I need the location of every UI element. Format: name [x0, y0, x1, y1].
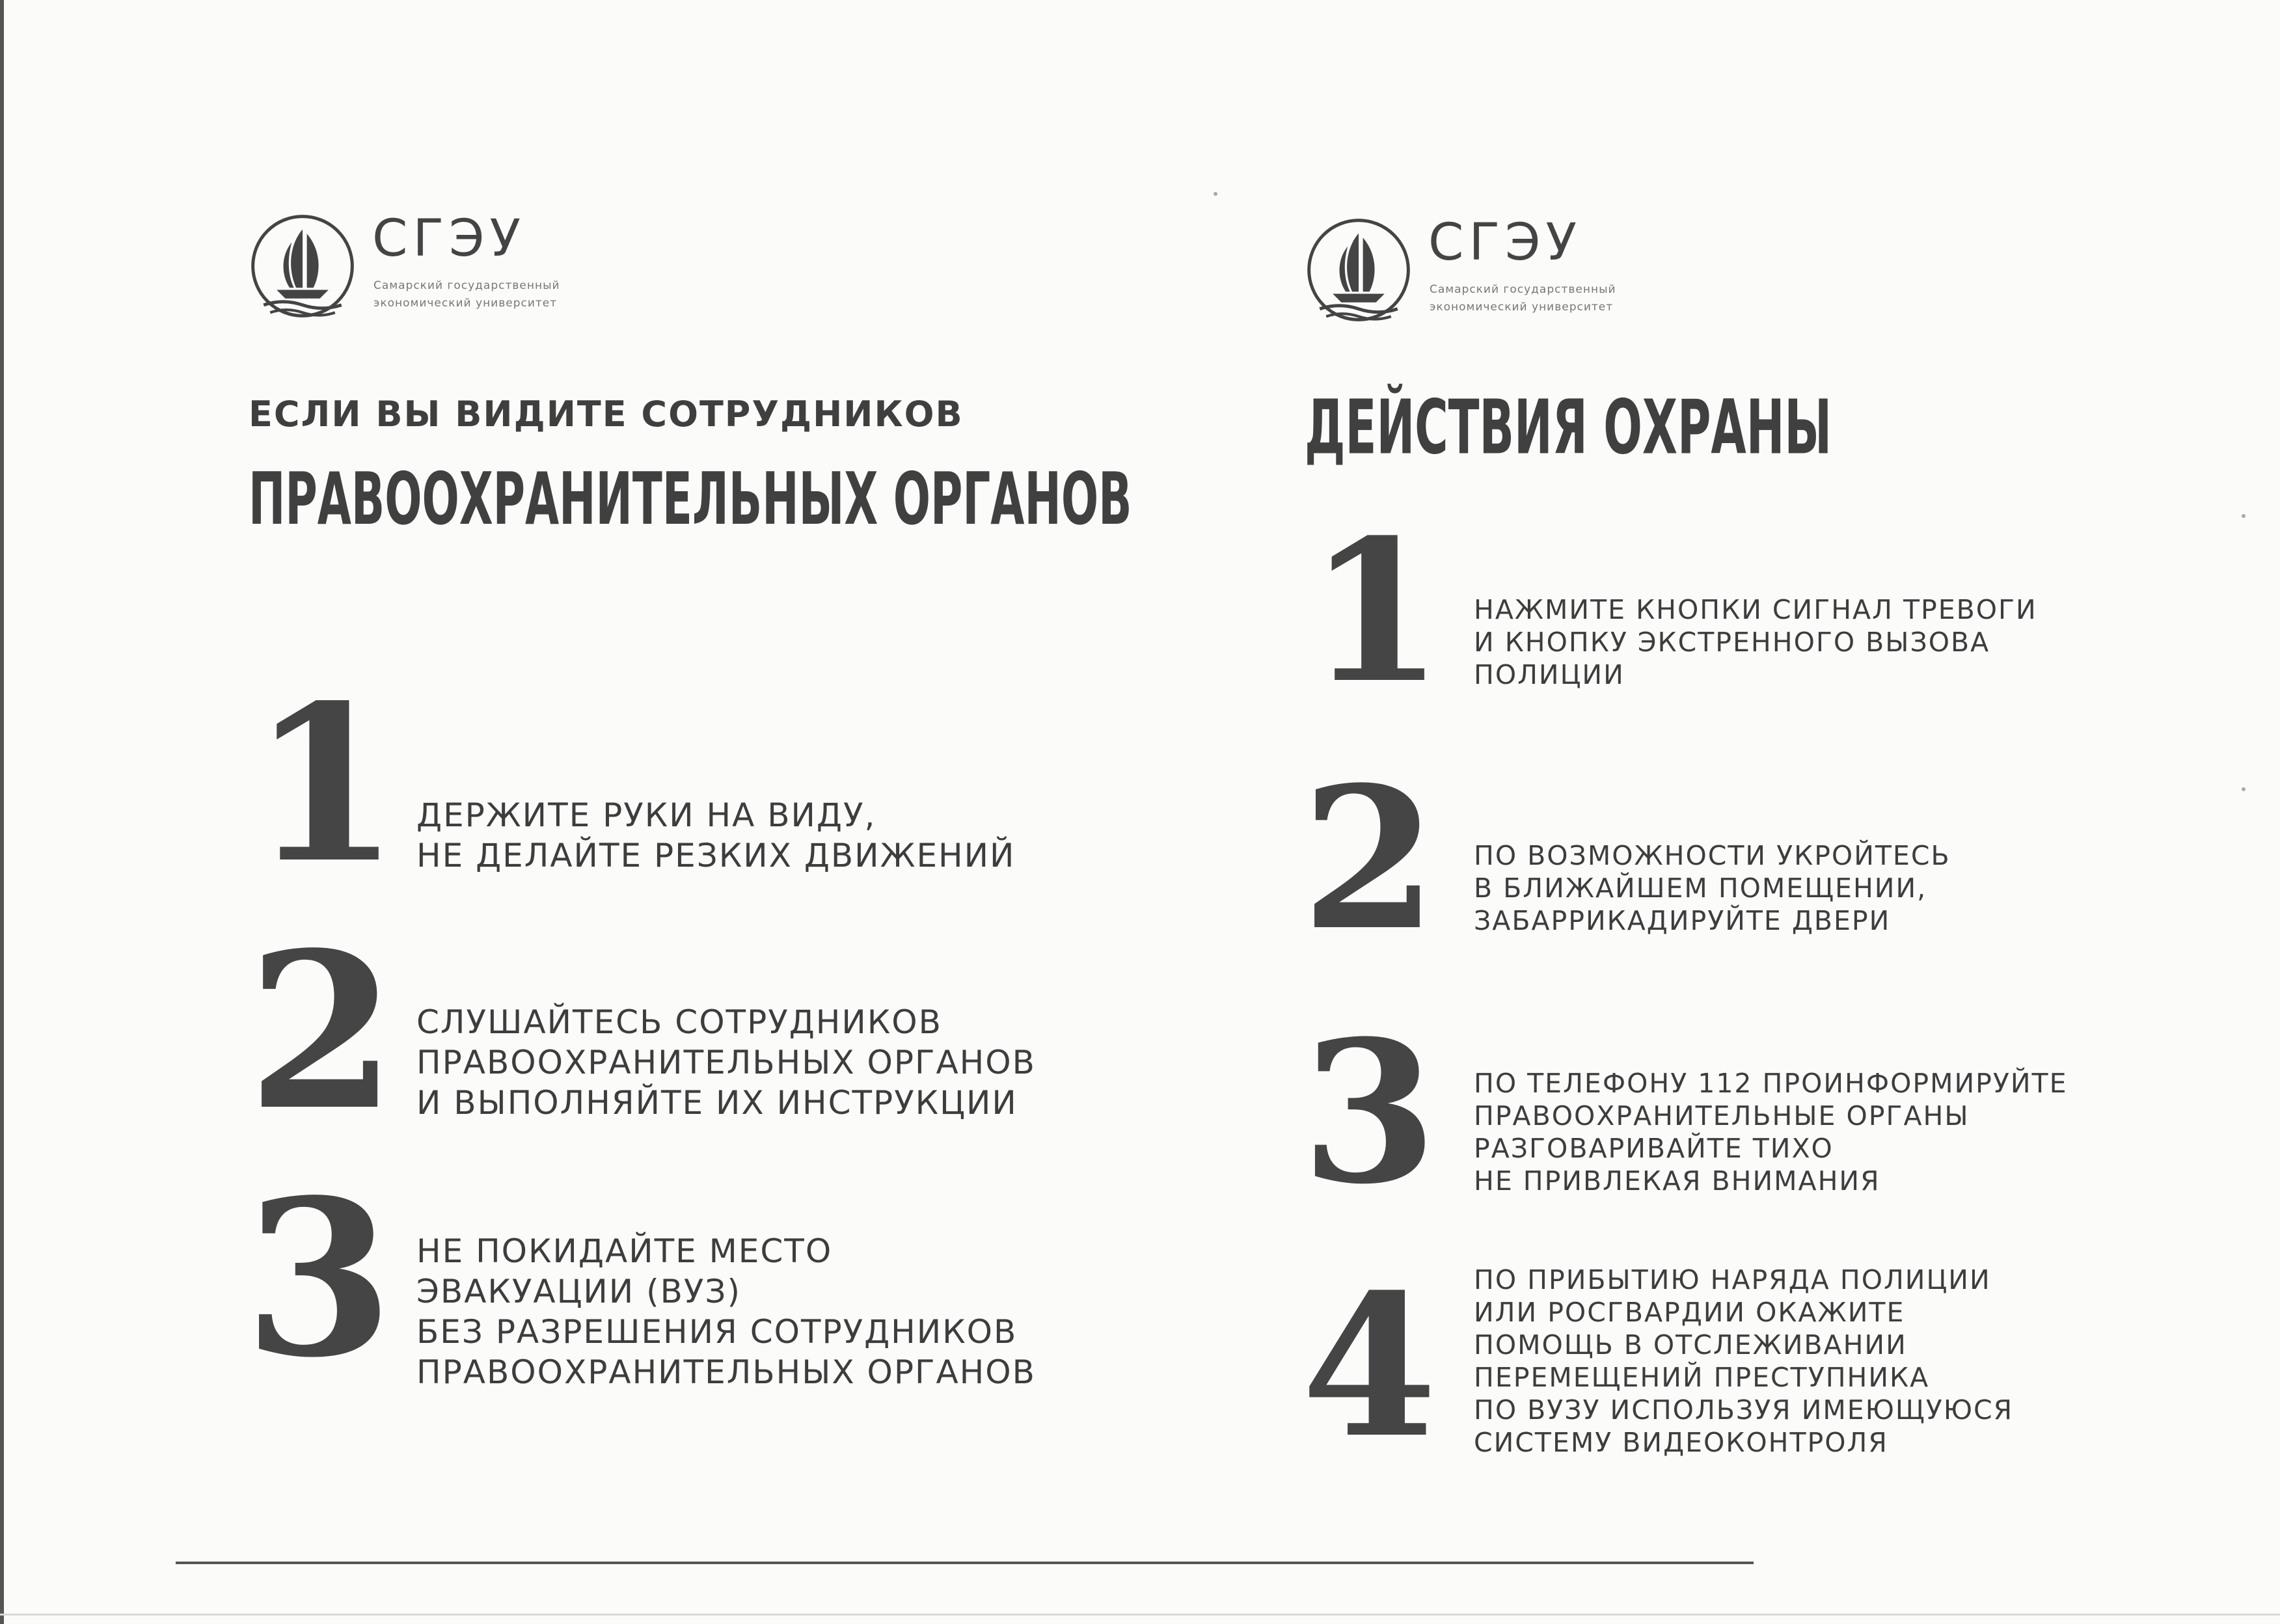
step-line: ПО ВУЗУ ИСПОЛЬЗУЯ ИМЕЮЩУЮСЯ: [1474, 1394, 2014, 1426]
right-step-number: 2: [1301, 744, 1437, 973]
scan-speck: [2242, 514, 2246, 518]
left-step-text: [416, 1002, 1036, 1123]
step-line: И КНОПКУ ЭКСТРЕННОГО ВЫЗОВА: [1474, 627, 1990, 658]
left-step-number: 1: [251, 658, 400, 910]
logo-subtitle-line: экономический университет: [373, 297, 558, 310]
step-line: ПОЛИЦИИ: [1474, 659, 1625, 690]
step-line: НЕ ПРИВЛЕКАЯ ВНИМАНИЯ: [1474, 1165, 1880, 1197]
right-step-text: [1474, 839, 1951, 937]
step-line: ИЛИ РОСГВАРДИИ ОКАЖИТЕ: [1474, 1297, 1905, 1328]
right-heading: ДЕЙСТВИЯ ОХРАНЫ: [1305, 383, 1832, 472]
scan-bottom-edge: [0, 1614, 2280, 1616]
step-line: БЕЗ РАЗРЕШЕНИЯ СОТРУДНИКОВ: [416, 1313, 1018, 1351]
scan-speck: [1214, 192, 1217, 196]
step-line: СЛУШАЙТЕСЬ СОТРУДНИКОВ: [416, 1003, 942, 1041]
left-step-text: [416, 1231, 1036, 1392]
right-step-number: 1: [1308, 496, 1444, 726]
left-heading-line2: ПРАВООХРАНИТЕЛЬНЫХ ОРГАНОВ: [249, 457, 1132, 541]
step-line: РАЗГОВАРИВАЙТЕ ТИХО: [1474, 1133, 1834, 1164]
left-heading-line1: ЕСЛИ ВЫ ВИДИТЕ СОТРУДНИКОВ: [249, 394, 964, 435]
step-line: ПРАВООХРАНИТЕЛЬНЫХ ОРГАНОВ: [416, 1353, 1036, 1391]
step-line: СИСТЕМУ ВИДЕОКОНТРОЛЯ: [1474, 1427, 1888, 1458]
left-step-number: 3: [244, 1152, 394, 1405]
step-line: ПО ВОЗМОЖНОСТИ УКРОЙТЕСЬ: [1474, 840, 1951, 871]
step-line: ПОМОЩЬ В ОТСЛЕЖИВАНИИ: [1474, 1329, 1907, 1360]
step-line: НЕ ДЕЛАЙТЕ РЕЗКИХ ДВИЖЕНИЙ: [416, 837, 1016, 874]
left-logo: [249, 212, 652, 323]
step-line: ПЕРЕМЕЩЕНИЙ ПРЕСТУПНИКА: [1474, 1362, 1930, 1393]
step-line: ДЕРЖИТЕ РУКИ НА ВИДУ,: [416, 796, 876, 834]
logo-name: СГЭУ: [1428, 213, 1582, 272]
logo-subtitle-line: Самарский государственный: [373, 279, 560, 292]
step-line: ЗАБАРРИКАДИРУЙТЕ ДВЕРИ: [1474, 905, 1891, 936]
step-line: И ВЫПОЛНЯЙТЕ ИХ ИНСТРУКЦИИ: [416, 1084, 1018, 1122]
step-line: ПО ТЕЛЕФОНУ 112 ПРОИНФОРМИРУЙТЕ: [1474, 1068, 2068, 1099]
step-line: ЭВАКУАЦИИ (ВУЗ): [416, 1273, 741, 1310]
logo-subtitle: [373, 277, 621, 312]
step-line: НАЖМИТЕ КНОПКИ СИГНАЛ ТРЕВОГИ: [1474, 594, 2037, 625]
sgeu-ship-logo-icon: [249, 212, 357, 320]
right-step-number: 4: [1301, 1251, 1437, 1481]
step-line: НЕ ПОКИДАЙТЕ МЕСТО: [416, 1232, 833, 1270]
step-line: ПО ПРИБЫТИЮ НАРЯДА ПОЛИЦИИ: [1474, 1264, 1991, 1295]
logo-subtitle: [1430, 281, 1677, 316]
logo-subtitle-line: экономический университет: [1430, 301, 1614, 314]
logo-subtitle-line: Самарский государственный: [1430, 283, 1616, 296]
step-line: ПРАВООХРАНИТЕЛЬНЫХ ОРГАНОВ: [416, 1044, 1036, 1081]
right-step-number: 3: [1301, 997, 1437, 1227]
sgeu-ship-logo-icon: [1305, 216, 1413, 324]
logo-name: СГЭУ: [372, 210, 526, 268]
step-line: ПРАВООХРАНИТЕЛЬНЫЕ ОРГАНЫ: [1474, 1100, 1970, 1131]
step-line: В БЛИЖАЙШЕМ ПОМЕЩЕНИИ,: [1474, 873, 1927, 904]
right-step-text: [1474, 1067, 2068, 1197]
footer-divider: [176, 1562, 1754, 1564]
scan-speck: [2242, 787, 2246, 791]
left-step-number: 2: [247, 905, 397, 1157]
right-step-text: [1474, 1264, 2013, 1459]
scan-left-edge: [0, 0, 4, 1624]
right-logo: [1305, 213, 1708, 327]
left-step-text: [416, 795, 1015, 876]
right-step-text: [1474, 593, 2037, 691]
